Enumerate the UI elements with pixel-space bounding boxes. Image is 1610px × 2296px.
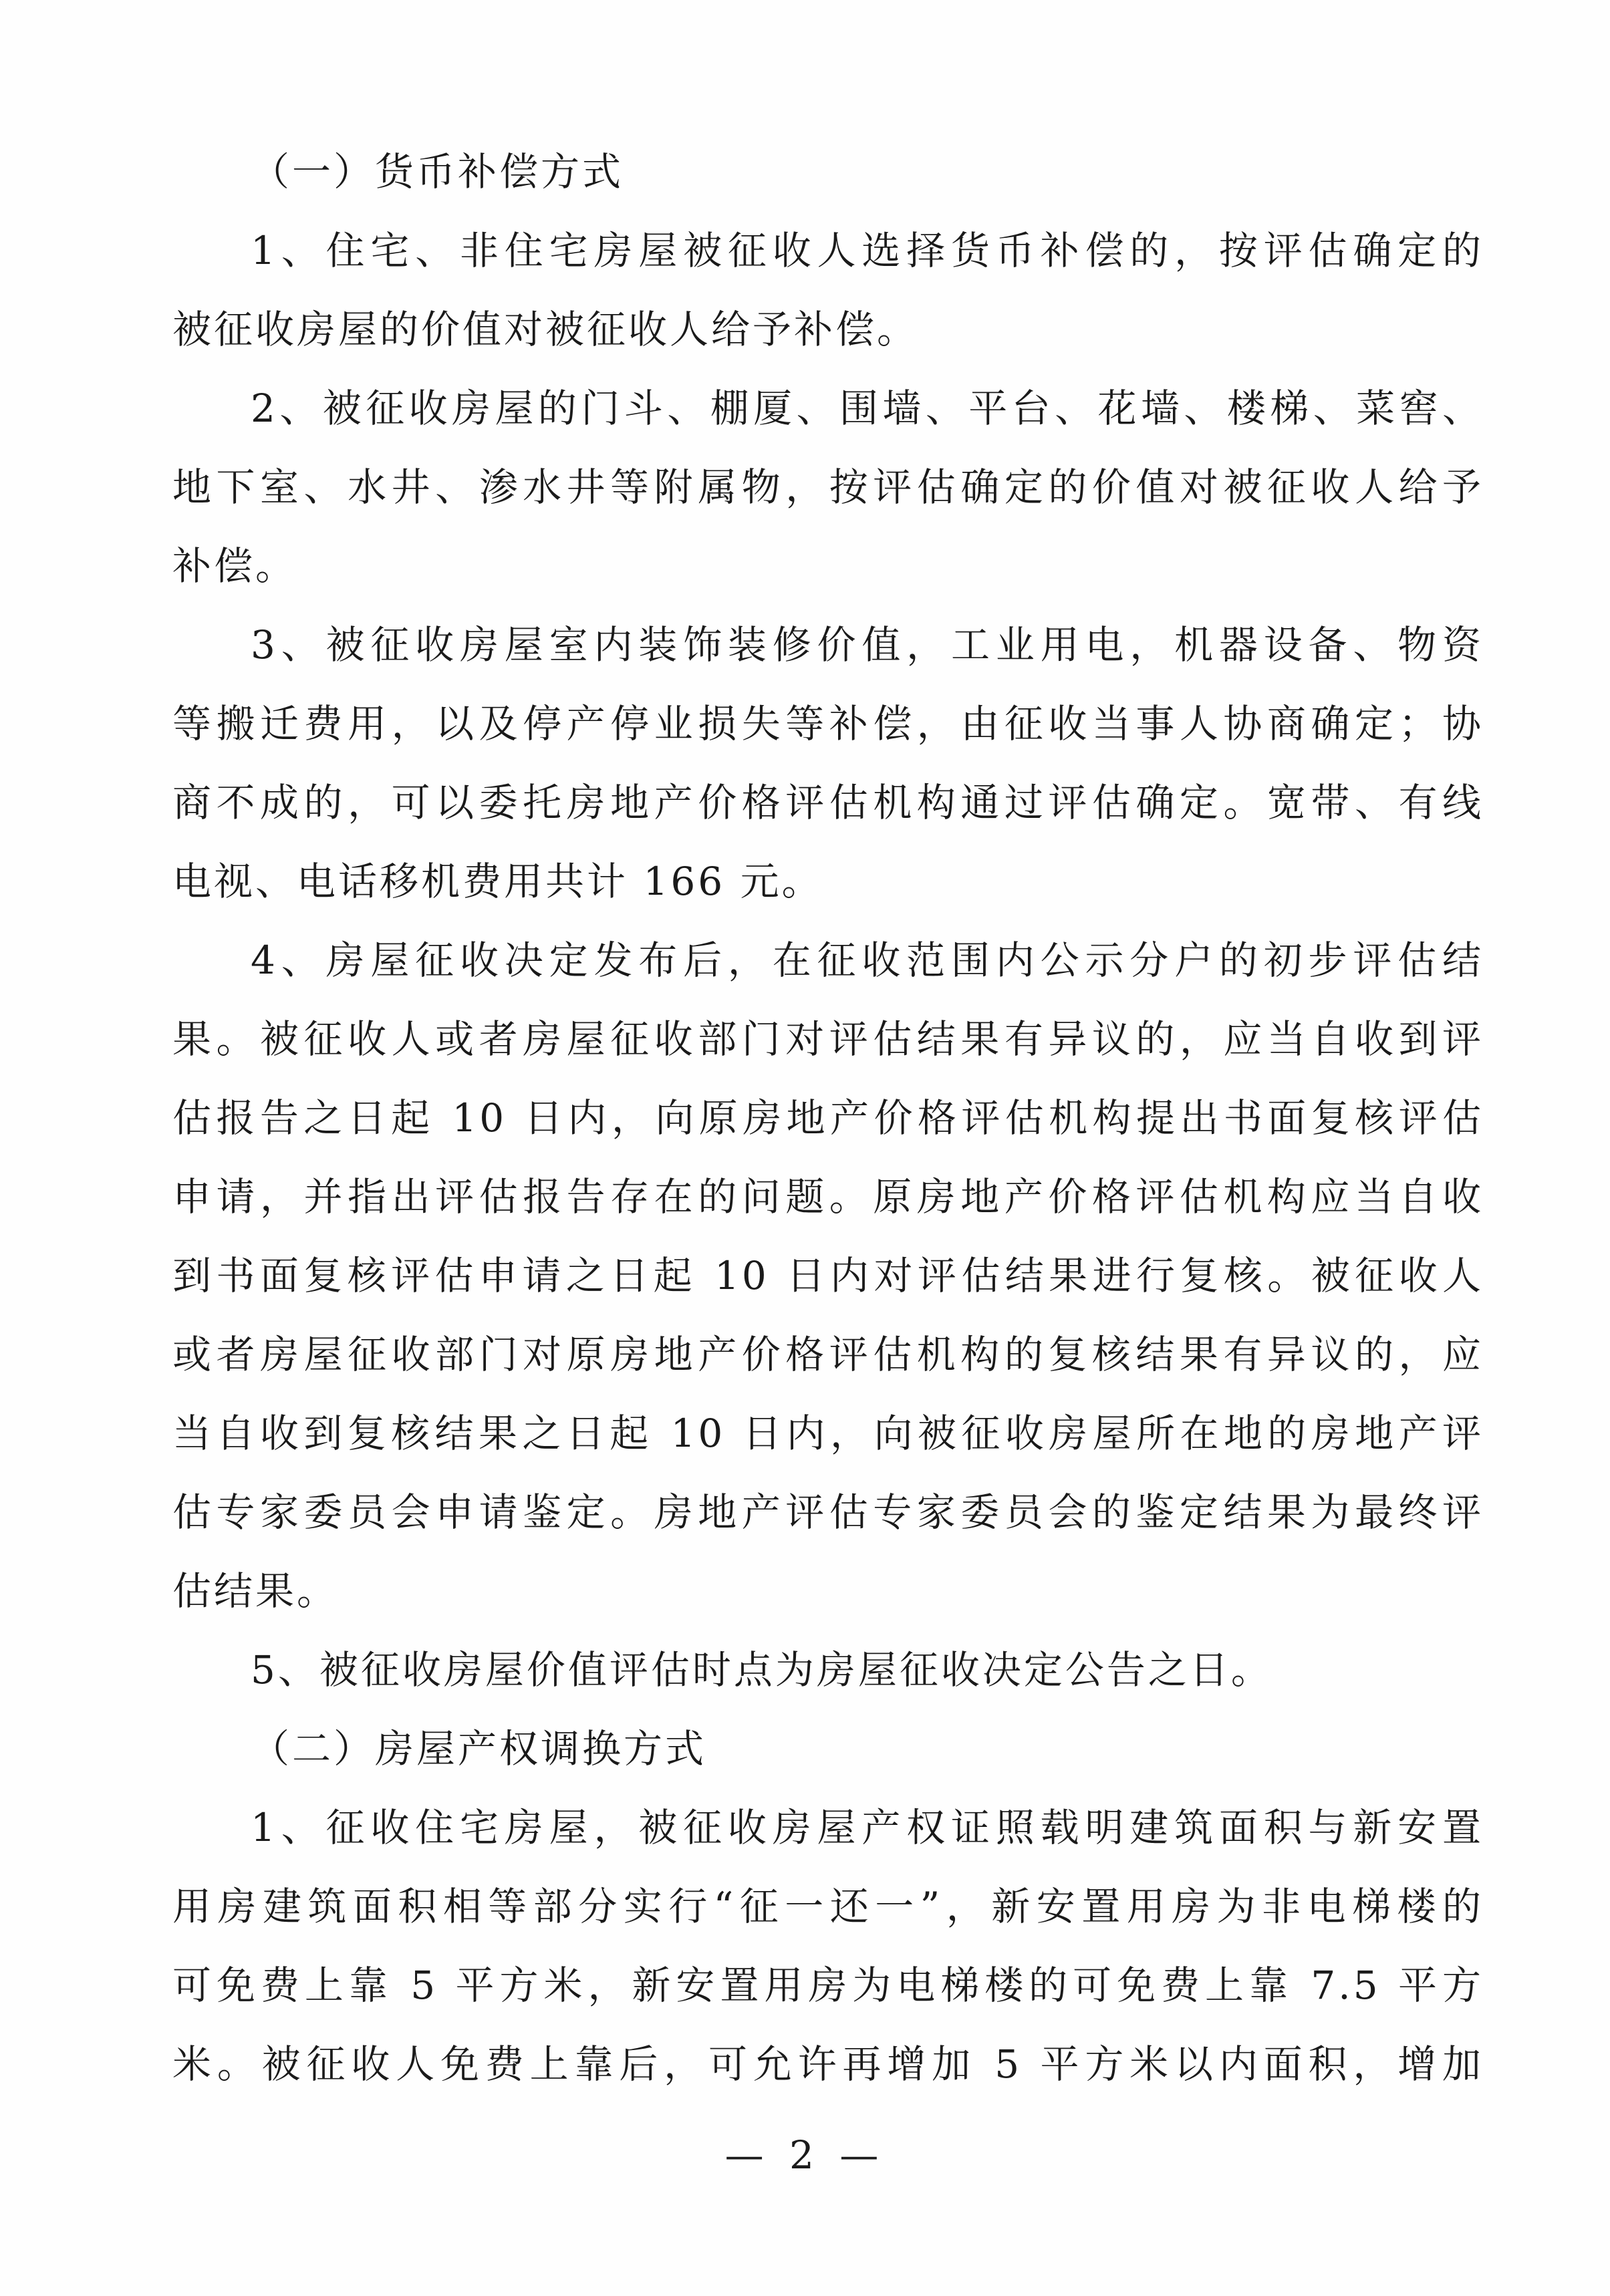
text-line: 1、住宅、非住宅房屋被征收人选择货币补偿的，按评估确定的 bbox=[251, 228, 1484, 273]
text-line: 被征收房屋的价值对被征收人给予补偿。 bbox=[172, 307, 919, 352]
text-line: 等搬迁费用，以及停产停业损失等补偿，由征收当事人协商确定；协 bbox=[172, 701, 1484, 746]
text-line: （二）房屋产权调换方式 bbox=[251, 1726, 707, 1771]
text-line: 1、征收住宅房屋，被征收房屋产权证照载明建筑面积与新安置 bbox=[251, 1805, 1484, 1850]
text-line: 果。被征收人或者房屋征收部门对评估结果有异议的，应当自收到评 bbox=[172, 1016, 1484, 1062]
text-line: 地下室、水井、渗水井等附属物，按评估确定的价值对被征收人给予 bbox=[172, 464, 1484, 510]
text-line: 当自收到复核结果之日起 10 日内，向被征收房屋所在地的房地产评 bbox=[172, 1411, 1484, 1456]
text-line: 估报告之日起 10 日内，向原房地产价格评估机构提出书面复核评估 bbox=[172, 1095, 1484, 1141]
text-line: 5、被征收房屋价值评估时点为房屋征收决定公告之日。 bbox=[251, 1647, 1272, 1693]
page-number: — 2 — bbox=[724, 2132, 886, 2178]
text-line: 3、被征收房屋室内装饰装修价值，工业用电，机器设备、物资 bbox=[251, 622, 1484, 668]
text-line: 用房建筑面积相等部分实行“征一还一”，新安置用房为非电梯楼的 bbox=[172, 1884, 1484, 1929]
text-line: 可免费上靠 5 平方米，新安置用房为电梯楼的可免费上靠 7.5 平方 bbox=[172, 1963, 1484, 2008]
text-line: 到书面复核评估申请之日起 10 日内对评估结果进行复核。被征收人 bbox=[172, 1253, 1484, 1298]
text-line: 4、房屋征收决定发布后，在征收范围内公示分户的初步评估结 bbox=[251, 938, 1484, 983]
text-line: 申请，并指出评估报告存在的问题。原房地产价格评估机构应当自收 bbox=[172, 1174, 1484, 1219]
text-line: 米。被征收人免费上靠后，可允许再增加 5 平方米以内面积，增加 bbox=[172, 2041, 1484, 2087]
text-line: 估专家委员会申请鉴定。房地产评估专家委员会的鉴定结果为最终评 bbox=[172, 1489, 1484, 1535]
text-line: 2、被征收房屋的门斗、棚厦、围墙、平台、花墙、楼梯、菜窖、 bbox=[251, 386, 1484, 431]
text-line: 或者房屋征收部门对原房地产价格评估机构的复核结果有异议的，应 bbox=[172, 1332, 1484, 1377]
text-line: （一）货币补偿方式 bbox=[251, 149, 624, 194]
text-line: 补偿。 bbox=[172, 543, 297, 589]
text-line: 电视、电话移机费用共计 166 元。 bbox=[172, 859, 823, 904]
text-line: 估结果。 bbox=[172, 1568, 339, 1614]
text-line: 商不成的，可以委托房地产价格评估机构通过评估确定。宽带、有线 bbox=[172, 780, 1484, 825]
document-body bbox=[172, 132, 1484, 2104]
